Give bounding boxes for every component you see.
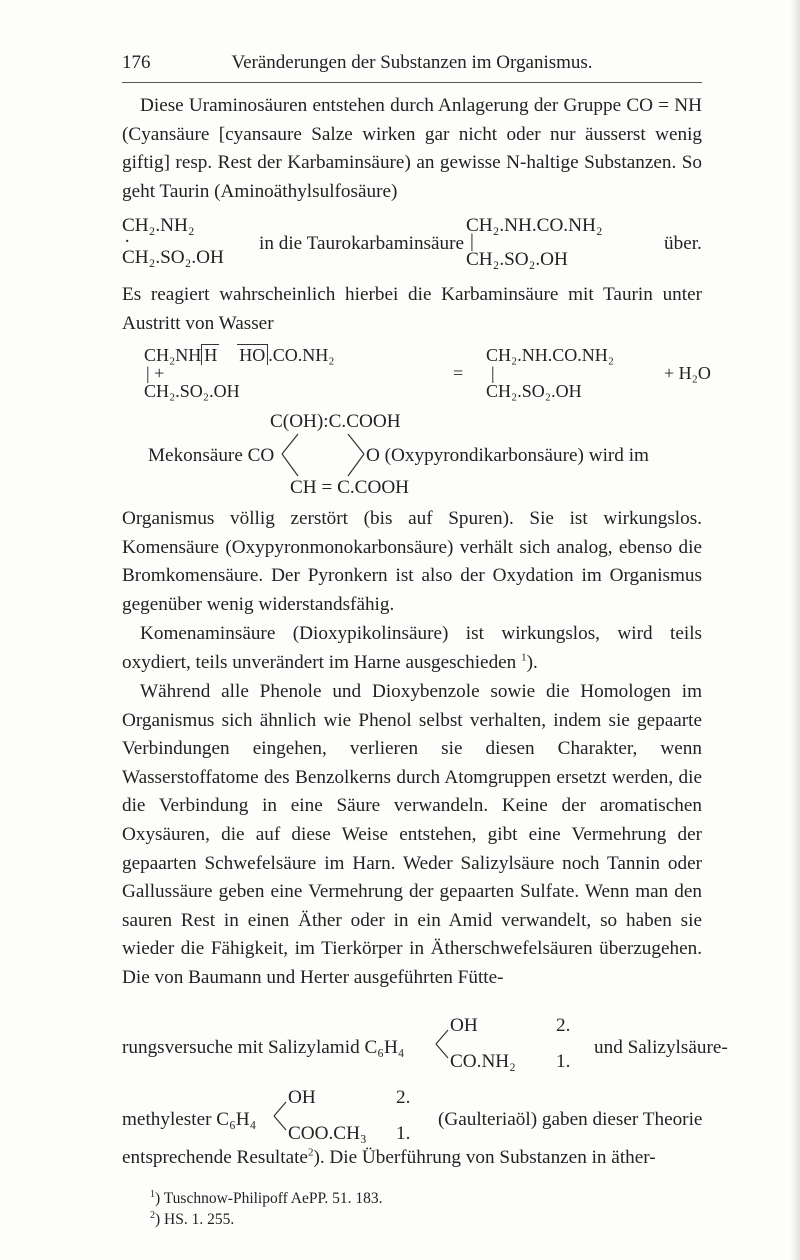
formula2-h: H	[201, 344, 219, 365]
paragraph-komenaminsaeure: Komenaminsäure (Dioxypikolinsäure) ist wirkungslos, wird teils oxydiert, teils unverändert im Harne ausgeschieden $^1$).	[122, 623, 702, 673]
footnote-ref-1[interactable]: 1	[521, 651, 527, 664]
footnote-2: $^2$) HS. 1. 255.	[150, 1209, 235, 1228]
formula4-sub-top: OH	[450, 1015, 478, 1036]
formula4-pos-bottom: 1.	[556, 1051, 571, 1072]
formula4-sub-bottom: CO.NH₂	[450, 1051, 516, 1072]
formula1-end: über.	[664, 233, 702, 254]
formula5-pos-top: 2.	[396, 1087, 411, 1108]
formula1-left-bottom: CH₂.SO₂.OH	[122, 247, 224, 268]
paragraph-uraminosaeuren: Diese Uraminosäuren entstehen durch Anlagerung der Gruppe CO = NH (Cyansäure [cyansaure Salze wirken gar nicht oder nur äusserst wenig giftig] resp. Rest der Karbaminsäure) an gewisse N-haltige Substanzen. So geht Taurin (Aminoäthylsulfosäure)	[122, 95, 702, 202]
book-page: 176 Veränderungen der Substanzen im Organismus. Diese Uraminosäuren entstehen durch Anlagerung der Gruppe CO = NH (Cyansäure [cyansaure Salze wirken gar nicht oder nur äusserst wenig giftig] resp. Rest der Karbaminsäure) an gewisse N-haltige Substanzen. So geht Taurin (Aminoäthylsulfosäure) CH₂.NH₂ · CH₂.SO₂.OH in die Taurokarbaminsäure CH₂.NH.CO.NH₂ | CH₂.SO₂.OH über. Es reagiert wahrscheinlich hierbei die Karbaminsäure mit Taurin unter Austritt von Wasser CH₂NH H HO .CO.NH₂ | + CH₂.SO₂.OH = CH₂.NH.CO.NH₂ | CH₂.SO₂.OH + H₂O C(OH):C.COOH Mekonsäure CO O (Oxypyrondikarbonsäure) wird im CH = C.COOH Organismus völlig zerstört (bis auf Spuren). Sie ist wirkungslos. Komensäure (Oxypyronmonokarbonsäure) verhält sich analog, ebenso die Bromkomensäure. Der Pyronkern ist also der Oxydation im Organismus gegenüber wenig widerstandsfähig. Komenaminsäure (Dioxypikolinsäure) ist wirkungslos, wird teils oxydiert, teils unverändert im Harne ausgeschieden $^1$). Während alle Phenole und Dioxybenzole sowie die Homologen im Organismus sich ähnlich wie Phenol selbst verhalten, indem sie gepaarte Verbindungen eingehen, verlieren sie diesen Charakter, wenn Wasserstoffatome des Benzolkerns durch Atomgruppen ersetzt werden, die die Verbindung in eine Säure verwandeln. Keine der aromatischen Oxysäuren, die auf diese Weise entstehen, gibt eine Vermehrung der gepaarten Schwefelsäure im Harn. Weder Salizylsäure noch Tannin oder Gallussäure geben eine Vermehrung der gepaarten Sulfate. Wenn man den sauren Rest in einen Äther oder in ein Amid verwandelt, so haben sie wieder die Fähigkeit, im Tierkörper in Ätherschwefelsäuren überzugehen. Die von Baumann und Herter ausgeführten Fütte- rungsversuche mit Salizylamid C₆H₄ OH CO.NH₂ 2. 1. und Salizylsäure- methylester C₆H₄ OH COO.CH₃ 2. 1. (Gaulteriaöl) gaben dieser Theorie entsprechende Resultate$^2$). Die Überführung von Substanzen in äther- $^1$) Tuschnow-Philipoff AePP. 51. 183. $^2$) HS. 1. 255.	[0, 0, 800, 1260]
running-title: Veränderungen der Substanzen im Organismus.	[231, 52, 593, 73]
paragraph-organismus: Organismus völlig zerstört (bis auf Spuren). Sie ist wirkungslos. Komensäure (Oxypyronmonokarbonsäure) verhält sich analog, ebenso die Bromkomensäure. Der Pyronkern ist also der Oxydation im Organismus gegenüber wenig widerstandsfähig.	[122, 508, 702, 615]
formula1-right-top: CH₂.NH.CO.NH₂	[466, 215, 603, 236]
formula4-pos-top: 2.	[556, 1015, 571, 1036]
formula2-equals: =	[453, 363, 464, 383]
formula5-suffix: (Gaulteriaöl) gaben dieser Theorie	[438, 1109, 703, 1130]
formula5-pos-bottom: 1.	[396, 1123, 411, 1144]
formula4-prefix: rungsversuche mit Salizylamid C₆H₄	[122, 1037, 405, 1058]
formula5-sub-bottom: COO.CH₃	[288, 1123, 367, 1144]
formula5-sub-top: OH	[288, 1087, 316, 1108]
running-header	[122, 52, 702, 83]
formula2-right-bottom: CH₂.SO₂.OH	[486, 381, 582, 401]
footnote-1: $^1$) Tuschnow-Philipoff AePP. 51. 183.	[150, 1188, 383, 1207]
footnote-ref-2[interactable]: 2	[307, 1146, 314, 1159]
formula3-prefix: Mekonsäure CO	[148, 445, 275, 466]
formula2-conh2: .CO.NH₂	[268, 345, 335, 365]
formula4-suffix: und Salizylsäure-	[594, 1037, 728, 1058]
formula1-right-bottom: CH₂.SO₂.OH	[466, 249, 568, 270]
formula3-bottom: CH = C.COOH	[290, 477, 410, 498]
paragraph-resultate: entsprechende Resultate$^2$). Die Überführung von Substanzen in äther-	[122, 1146, 656, 1168]
formula2-left-bottom: CH₂.SO₂.OH	[144, 381, 240, 401]
formula3-mid: O (Oxypyrondikarbonsäure) wird im	[366, 445, 649, 466]
paragraph-karbaminsaeure: Es reagiert wahrscheinlich hierbei die Karbaminsäure mit Taurin unter Austritt von Wasser	[122, 284, 702, 334]
paragraph-phenole: Während alle Phenole und Dioxybenzole sowie die Homologen im Organismus sich ähnlich wie Phenol selbst verhalten, indem sie gepaarte Verbindungen eingehen, verlieren sie diesen Charakter, wenn Wasserstoffatome des Benzolkerns durch Atomgruppen ersetzt werden, die die Verbindung in eine Säure verwandeln. Keine der aromatischen Oxysäuren, die auf diese Weise entstehen, gibt eine Vermehrung der gepaarten Schwefelsäure im Harn. Weder Salizylsäure noch Tannin oder Gallussäure geben eine Vermehrung der gepaarten Sulfate. Wenn man den sauren Rest in einen Äther oder in ein Amid verwandelt, so haben sie wieder die Fähigkeit, im Tierkörper in Ätherschwefelsäuren überzugehen. Die von Baumann und Herter ausgeführten Fütte-	[122, 681, 702, 988]
formula2-ch2nh: CH₂NH	[144, 345, 202, 365]
branch-bond	[272, 1098, 288, 1134]
page-edge-shadow	[790, 0, 800, 1260]
formula1-middle-text: in die Taurokarbaminsäure	[259, 233, 465, 254]
formula1-right-bar: |	[470, 231, 474, 252]
formula5-prefix: methylester C₆H₄	[122, 1109, 257, 1130]
page-number: 176	[122, 52, 151, 73]
ring-bond-right	[346, 432, 366, 482]
formula2-ho: HO	[237, 344, 268, 365]
formula2-left-mid: | +	[146, 363, 165, 383]
branch-bond	[434, 1026, 450, 1062]
formula2-right-bar: |	[491, 363, 495, 383]
ring-bond-left	[280, 432, 300, 482]
formula3-top: C(OH):C.COOH	[270, 411, 401, 432]
formula2-right-top: CH₂.NH.CO.NH₂	[486, 345, 615, 365]
formula1-left-top: CH₂.NH₂	[122, 215, 195, 236]
formula2-plus-water: + H₂O	[664, 363, 711, 383]
